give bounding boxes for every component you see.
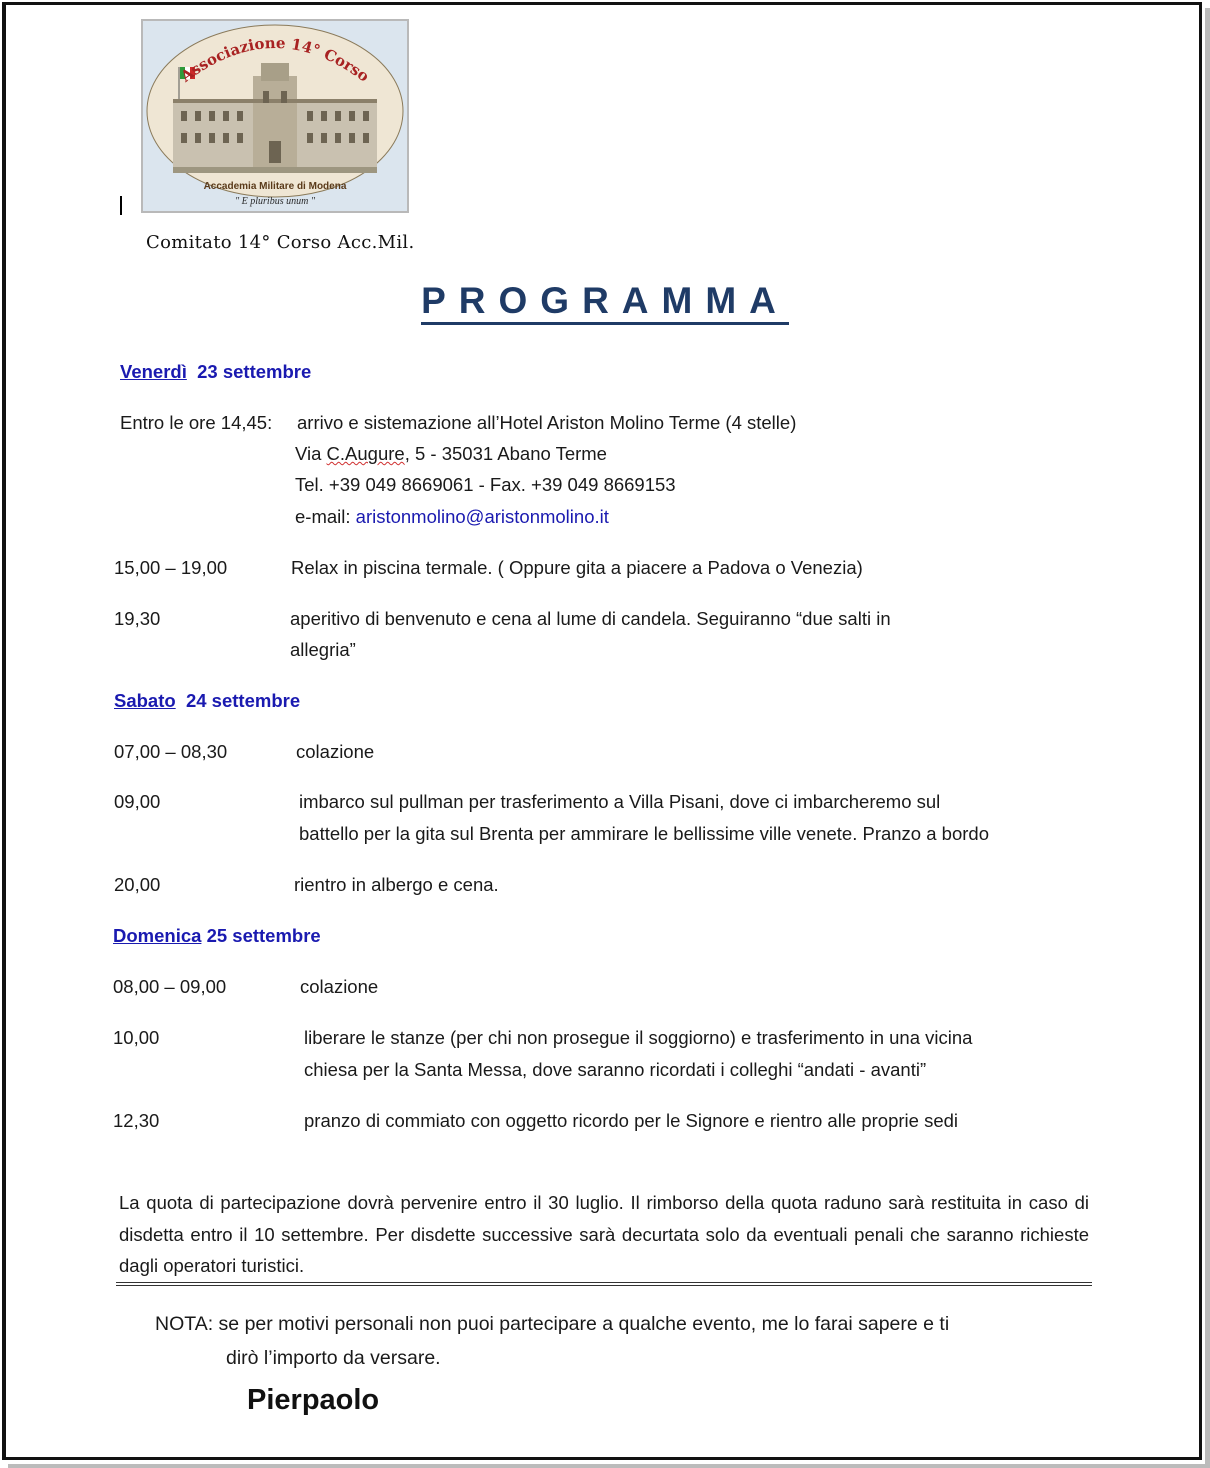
frame-shadow-bottom (8, 1464, 1210, 1468)
hotel-email-line (295, 506, 609, 528)
divider-line-bottom (116, 1285, 1092, 1286)
hotel-address (295, 443, 607, 465)
address-prefix: Via (295, 443, 327, 464)
sunday-item3-text: pranzo di commiato con oggetto ricordo per le Signore e rientro alle proprie sedi (304, 1110, 959, 1131)
day-heading-sunday (113, 925, 321, 947)
sunday-date: 25 settembre (206, 925, 321, 946)
saturday-date: 24 settembre (185, 690, 301, 711)
sunday-item2-line1: liberare le stanze (per chi non prosegue il soggiorno) e trasferimento in una vicina (304, 1027, 973, 1048)
sunday-item2-line2: chiesa per la Santa Messa, dove saranno ricordati i colleghi “andati - avanti” (304, 1059, 927, 1080)
email-link[interactable]: aristonmolino@aristonmolino.it (355, 506, 609, 527)
address-rest: , 5 - 35031 Abano Terme (404, 443, 607, 464)
saturday-weekday: Sabato (114, 690, 176, 711)
nota-line1: NOTA: se per motivi personali non puoi partecipare a qualche evento, me lo farai sapere e ti (155, 1313, 950, 1335)
logo-arc-text: Associazione 14° Corso (177, 33, 373, 86)
sunday-item2-time: 10,00 (113, 1027, 160, 1048)
friday-arrival-text: arrivo e sistemazione all’Hotel Ariston Molino Terme (4 stelle) (297, 412, 797, 433)
friday-date: 23 settembre (197, 361, 312, 382)
sunday-weekday: Domenica (113, 925, 202, 946)
hotel-phone: Tel. +39 049 8669061 - Fax. +39 049 8669153 (295, 474, 676, 495)
page-title-text: PROGRAMMA (421, 280, 789, 325)
sunday-item3-time: 12,30 (113, 1110, 160, 1131)
nota-line2: dirò l’importo da versare. (226, 1347, 441, 1369)
text-cursor (120, 196, 122, 215)
day-heading-friday (120, 361, 311, 383)
friday-arrival-time: Entro le ore 14,45: (120, 412, 273, 433)
email-label: e-mail: (295, 506, 356, 527)
saturday-item3-time: 20,00 (114, 874, 161, 895)
saturday-item2-line1: imbarco sul pullman per trasferimento a Villa Pisani, dove ci imbarcheremo sul (299, 791, 941, 812)
fee-note: La quota di partecipazione dovrà pervenire entro il 30 luglio. Il rimborso della quota raduno sarà restituita in caso di disdetta entro il 10 settembre. Per disdette successive sarà decurtata solo da eventuali penali che saranno richieste dagli operatori turistici. (119, 1192, 1089, 1276)
saturday-item1-text: colazione (296, 741, 375, 762)
committee-name: Comitato 14° Corso Acc.Mil. (146, 232, 415, 253)
page-title (0, 280, 1210, 322)
saturday-item2-time: 09,00 (114, 791, 161, 812)
friday-item3-line1: aperitivo di benvenuto e cena al lume di candela. Seguiranno “due salti in (290, 608, 891, 629)
day-heading-saturday (114, 690, 300, 712)
association-logo (141, 19, 409, 213)
signature: Pierpaolo (247, 1384, 380, 1416)
saturday-item1-time: 07,00 – 08,30 (114, 741, 228, 762)
friday-weekday: Venerdì (120, 361, 187, 382)
frame-shadow-right (1205, 8, 1210, 1468)
logo-academy-text: Accademia Militare di Modena (203, 181, 347, 192)
friday-item3-time: 19,30 (114, 608, 161, 629)
logo-motto-text: " E pluribus unum " (234, 196, 316, 207)
sunday-item1-text: colazione (300, 976, 379, 997)
sunday-item1-time: 08,00 – 09,00 (113, 976, 227, 997)
address-street: C.Augure (326, 443, 405, 464)
friday-item2-time: 15,00 – 19,00 (114, 557, 228, 578)
saturday-item2-line2: battello per la gita sul Brenta per ammirare le bellissime ville venete. Pranzo a bordo (299, 823, 989, 844)
friday-item2-text: Relax in piscina termale. ( Oppure gita a piacere a Padova o Venezia) (291, 557, 863, 578)
friday-item3-line2: allegria” (290, 639, 356, 660)
divider-line-top (116, 1282, 1092, 1283)
saturday-item3-text: rientro in albergo e cena. (294, 874, 499, 895)
